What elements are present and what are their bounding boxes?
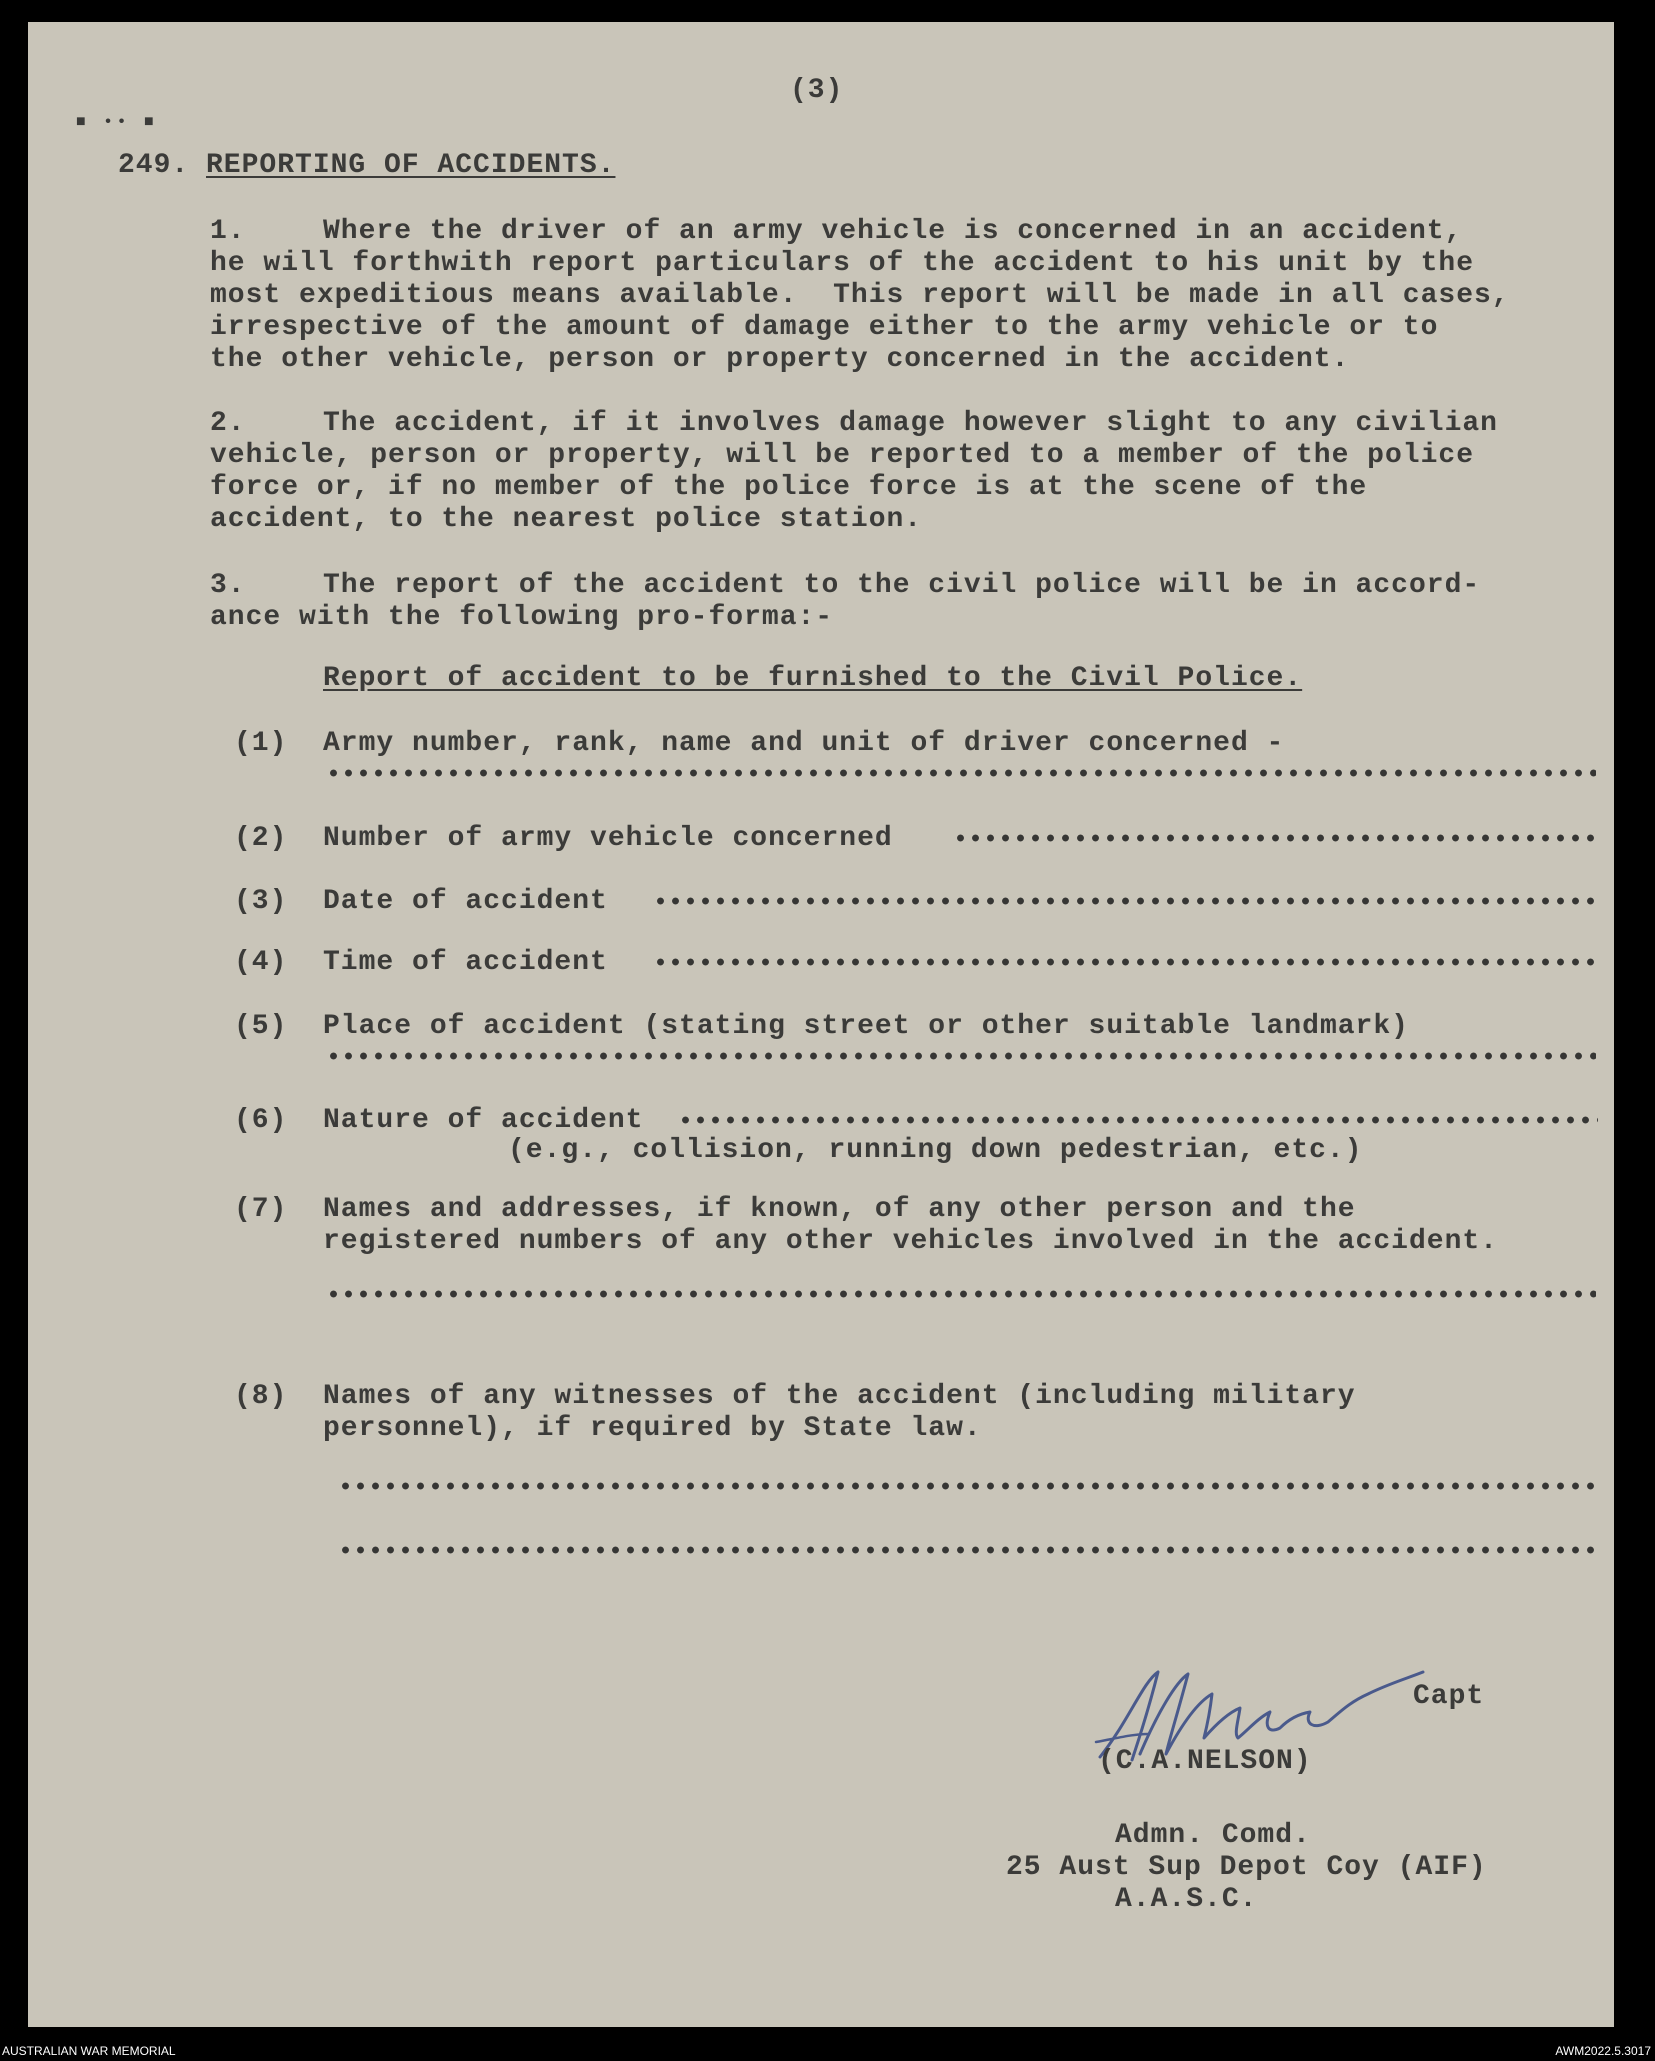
form-item-1-number: (1) — [234, 728, 288, 759]
paragraph-2-line-1: The accident, if it involves damage however slight to any civilian — [323, 408, 1498, 439]
signatory-rank: Capt — [1413, 1681, 1485, 1712]
form-item-2-dotted-line — [953, 834, 1598, 842]
form-item-7-dotted-line — [326, 1290, 1596, 1298]
form-item-3-number: (3) — [234, 886, 288, 917]
page-number: (3) — [790, 75, 844, 106]
signatory-name: (C.A.NELSON) — [1098, 1746, 1312, 1777]
form-item-1-dotted-line — [326, 769, 1596, 777]
form-item-5-label: Place of accident (stating street or other suitable landmark) — [323, 1011, 1409, 1042]
form-item-4-number: (4) — [234, 947, 288, 978]
form-item-8-number: (8) — [234, 1381, 288, 1412]
form-item-8-dotted-line-1 — [338, 1482, 1598, 1490]
form-item-8-dotted-line-2 — [338, 1546, 1598, 1554]
form-item-5-dotted-line — [326, 1052, 1596, 1060]
form-item-7-number: (7) — [234, 1194, 288, 1225]
paragraph-1-line-5: the other vehicle, person or property concerned in the accident. — [210, 344, 1350, 375]
document-page — [28, 22, 1614, 2027]
form-item-2-number: (2) — [234, 823, 288, 854]
paragraph-1-line-1: Where the driver of an army vehicle is concerned in an accident, — [323, 216, 1463, 247]
paragraph-3-line-1: The report of the accident to the civil police will be in accord- — [323, 570, 1481, 601]
form-title: Report of accident to be furnished to the Civil Police. — [323, 663, 1303, 694]
signatory-appointment: Admn. Comd. — [1115, 1820, 1311, 1851]
form-item-8-line-1: Names of any witnesses of the accident (including military — [323, 1381, 1356, 1412]
signatory-corps: A.A.S.C. — [1115, 1884, 1258, 1915]
form-item-5-number: (5) — [234, 1011, 288, 1042]
form-item-3-dotted-line — [653, 897, 1598, 905]
paragraph-2-line-3: force or, if no member of the police force is at the scene of the — [210, 472, 1368, 503]
paragraph-1-line-3: most expeditious means available. This report will be made in all cases, — [210, 280, 1510, 311]
paragraph-2-line-4: accident, to the nearest police station. — [210, 504, 923, 535]
form-item-4-dotted-line — [653, 958, 1598, 966]
form-item-3-label: Date of accident — [323, 886, 608, 917]
paragraph-2-line-2: vehicle, person or property, will be reported to a member of the police — [210, 440, 1474, 471]
paragraph-1-number: 1. — [210, 216, 246, 247]
paragraph-3-line-2: ance with the following pro-forma:- — [210, 602, 834, 633]
footer-source-label: AUSTRALIAN WAR MEMORIAL — [2, 2044, 176, 2058]
form-item-8-line-2: personnel), if required by State law. — [323, 1413, 982, 1444]
form-item-7-line-1: Names and addresses, if known, of any other person and the — [323, 1194, 1356, 1225]
section-number: 249. — [118, 150, 190, 181]
footer-accession-number: AWM2022.5.3017 — [1555, 2044, 1651, 2058]
form-item-6-number: (6) — [234, 1105, 288, 1136]
section-title: REPORTING OF ACCIDENTS. — [206, 150, 616, 181]
paragraph-1-line-2: he will forthwith report particulars of the accident to his unit by the — [210, 248, 1474, 279]
paragraph-2-number: 2. — [210, 408, 246, 439]
form-item-7-line-2: registered numbers of any other vehicles involved in the accident. — [323, 1226, 1498, 1257]
form-item-1-label: Army number, rank, name and unit of driver concerned - — [323, 728, 1285, 759]
form-item-2-label: Number of army vehicle concerned — [323, 823, 893, 854]
paragraph-1-line-4: irrespective of the amount of damage either to the army vehicle or to — [210, 312, 1439, 343]
form-item-4-label: Time of accident — [323, 947, 608, 978]
paragraph-3-number: 3. — [210, 570, 246, 601]
corner-marks: ■ •• ■ — [76, 113, 158, 131]
form-item-6-example: (e.g., collision, running down pedestrian, etc.) — [508, 1135, 1363, 1166]
form-item-6-dotted-line — [678, 1116, 1598, 1124]
form-item-6-label: Nature of accident — [323, 1105, 644, 1136]
signatory-unit: 25 Aust Sup Depot Coy (AIF) — [1006, 1852, 1487, 1883]
